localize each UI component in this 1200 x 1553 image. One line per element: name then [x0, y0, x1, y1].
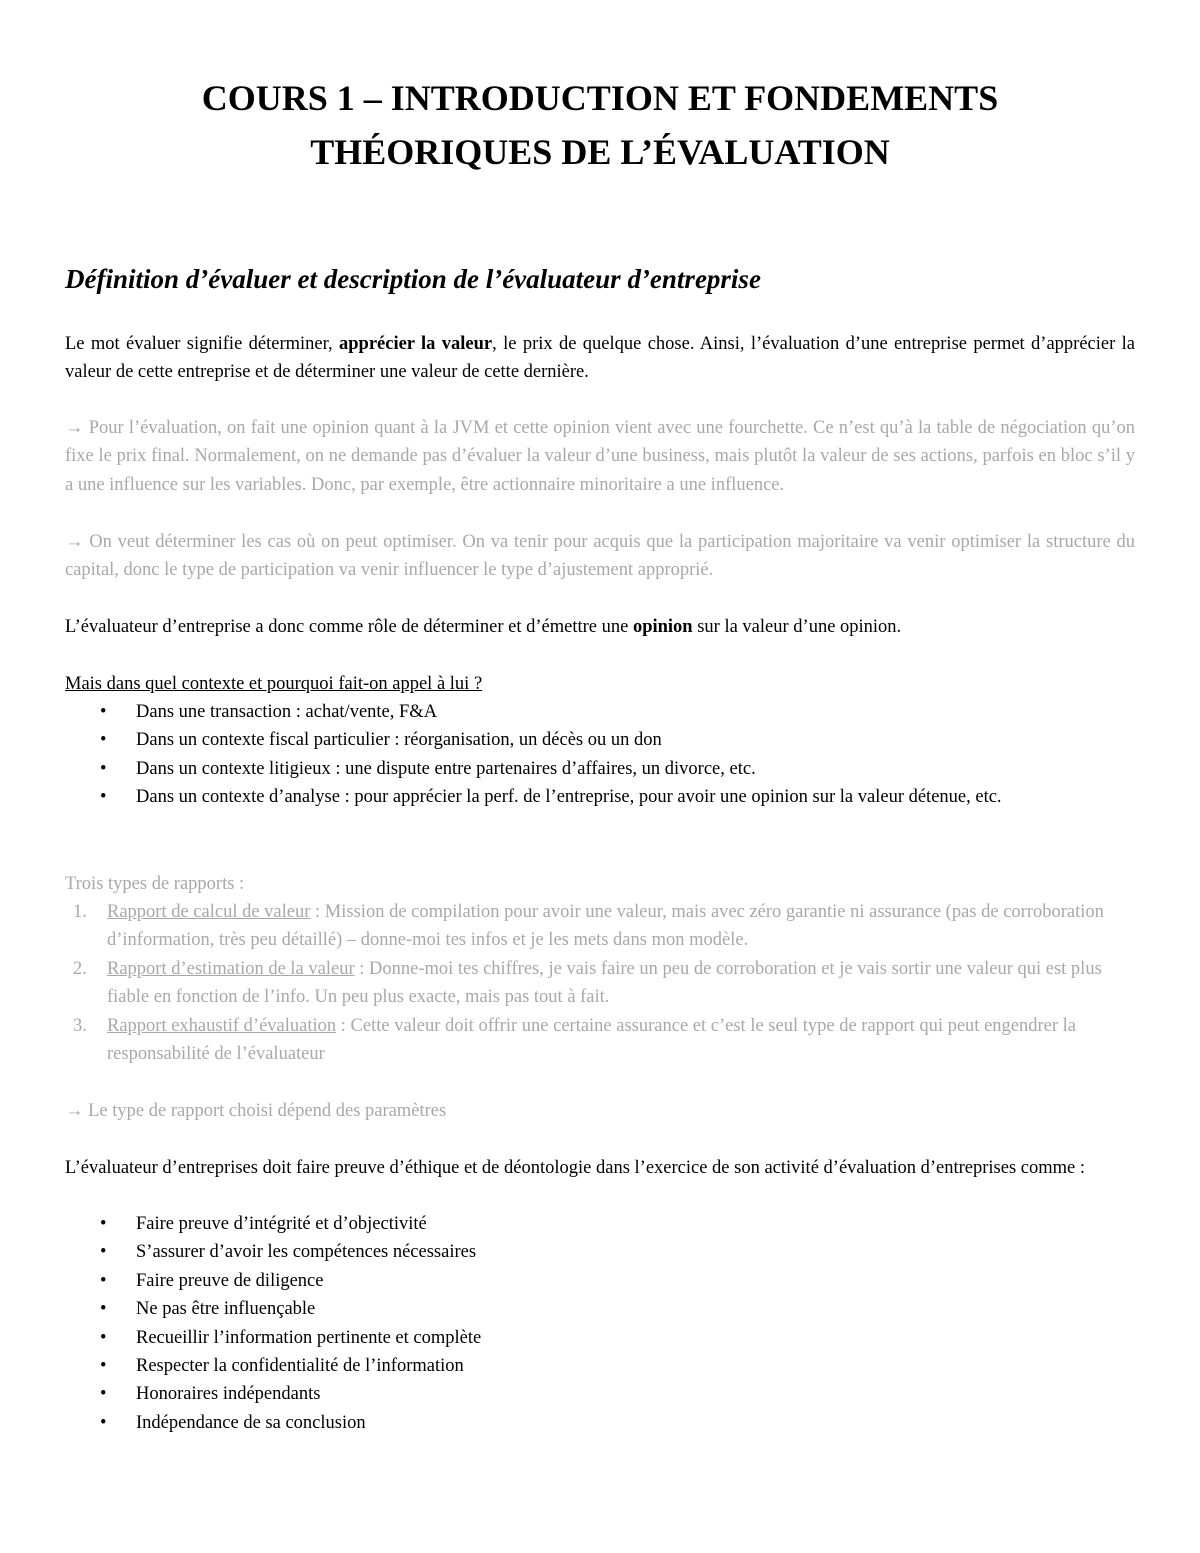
report-description: : Mission de compilation pour avoir une valeur, mais avec zéro garantie ni assurance (pas de corroboration d’information, très peu détaillé) – donne-moi tes infos et je les mets dans mon modèle.: [107, 902, 1104, 951]
report-description: : Donne-moi tes chiffres, je vais faire un peu de corroboration et je vais sortir une valeur qui est plus fiable en fonction de l’info. Un peu plus exacte, mais pas tout à fait.: [107, 958, 1102, 1008]
ethics-list: [65, 1210, 1135, 1437]
intro-paragraph: [65, 330, 1135, 387]
list-item-text: S’assurer d’avoir les compétences nécessaires: [136, 1242, 477, 1263]
report-name: Rapport d’estimation de la valeur: [107, 958, 355, 979]
note-paragraph-2: → On veut déterminer les cas où on peut optimiser. On va tenir pour acquis que la participation majoritaire va venir optimiser la structure du capital, donc le type de participation va venir influencer le type d’ajustement approprié.: [65, 532, 1135, 581]
bullet-icon: •: [100, 1299, 107, 1320]
role-bold-word: opinion: [632, 617, 693, 637]
list-item: [65, 1295, 1135, 1323]
list-item: [65, 1352, 1135, 1380]
report-number: 2.: [73, 958, 87, 979]
report-number: 3.: [73, 1015, 87, 1036]
report-item: [65, 1012, 1135, 1069]
intro-bold-phrase: apprécier la valeur: [339, 334, 493, 354]
list-item-text: Dans un contexte litigieux : une dispute entre partenaires d’affaires, un divorce, etc.: [136, 758, 756, 779]
report-item: [65, 955, 1135, 1012]
list-item: [65, 1324, 1135, 1352]
list-item-text: Dans un contexte fiscal particulier : réorganisation, un décès ou un don: [136, 730, 662, 751]
intro-text-end: , le prix de quelque chose. Ainsi, l’évaluation d’une entreprise permet d’apprécier la valeur de cette entreprise et de déterminer une valeur de cette dernière.: [65, 334, 1135, 383]
bullet-icon: •: [100, 758, 107, 779]
list-item: [65, 1210, 1135, 1238]
bullet-icon: •: [100, 1270, 107, 1291]
intro-text-start: Le mot évaluer signifie déterminer,: [65, 334, 339, 354]
report-item: [65, 898, 1135, 955]
report-name: Rapport exhaustif d’évaluation: [107, 1015, 337, 1036]
bullet-icon: •: [100, 787, 107, 808]
bullet-icon: •: [100, 1384, 107, 1405]
context-list: [65, 698, 1135, 812]
list-item: [65, 1380, 1135, 1408]
reports-list: [65, 898, 1135, 1068]
document-title-line-1: COURS 1 – INTRODUCTION ET FONDEMENTS: [201, 78, 999, 118]
context-question: Mais dans quel contexte et pourquoi fait-on appel à lui ?: [65, 674, 483, 694]
list-item-text: Respecter la confidentialité de l’information: [136, 1356, 464, 1377]
bullet-icon: •: [100, 1356, 107, 1377]
bullet-icon: •: [100, 730, 107, 751]
section-heading: Définition d’évaluer et description de l’évaluateur d’entreprise: [65, 264, 761, 294]
list-item-text: Ne pas être influençable: [136, 1299, 316, 1320]
list-item-text: Faire preuve d’intégrité et d’objectivité: [136, 1214, 427, 1234]
list-item: [65, 1238, 1135, 1266]
bullet-icon: •: [100, 1412, 107, 1433]
report-name: Rapport de calcul de valeur: [107, 902, 311, 922]
role-paragraph: [65, 613, 1135, 641]
reports-intro: Trois types de rapports :: [65, 874, 245, 894]
document-title-line-2: THÉORIQUES DE L’ÉVALUATION: [310, 132, 890, 172]
list-item-text: Recueillir l’information pertinente et complète: [136, 1327, 482, 1348]
list-item-text: Indépendance de sa conclusion: [136, 1412, 366, 1433]
reports-conclusion: → Le type de rapport choisi dépend des paramètres: [65, 1101, 447, 1121]
bullet-icon: •: [100, 1242, 107, 1263]
report-description: : Cette valeur doit offrir une certaine assurance et c’est le seul type de rapport qui peut engendrer la responsabilité de l’évaluateur: [107, 1015, 1077, 1065]
role-text-start: L’évaluateur d’entreprise a donc comme rôle de déterminer et d’émettre une: [65, 617, 633, 637]
role-text-end: sur la valeur d’une opinion.: [692, 617, 902, 637]
bullet-icon: •: [100, 1327, 107, 1348]
list-item: [65, 726, 1135, 754]
report-number: 1.: [73, 902, 87, 922]
ethics-intro: L’évaluateur d’entreprises doit faire preuve d’éthique et de déontologie dans l’exercice de son activité d’évaluation d’entreprises comme :: [65, 1158, 1086, 1178]
list-item: [65, 698, 1135, 726]
list-item-text: Dans un contexte d’analyse : pour apprécier la perf. de l’entreprise, pour avoir une opinion sur la valeur détenue, etc.: [136, 787, 1002, 808]
list-item-text: Faire preuve de diligence: [136, 1270, 324, 1291]
list-item-text: Dans une transaction : achat/vente, F&A: [136, 702, 438, 722]
list-item-text: Honoraires indépendants: [136, 1384, 321, 1405]
list-item: [65, 783, 1135, 811]
bullet-icon: •: [100, 702, 107, 722]
list-item: [65, 1267, 1135, 1295]
bullet-icon: •: [100, 1214, 107, 1234]
list-item: [65, 755, 1135, 783]
list-item: [65, 1409, 1135, 1437]
note-paragraph-1: → Pour l’évaluation, on fait une opinion quant à la JVM et cette opinion vient avec une fourchette. Ce n’est qu’à la table de négociation qu’on fixe le prix final. Normalement, on ne demande pas d’évaluer la valeur d’une business, mais plutôt la valeur de ses actions, parfois en bloc s’il y a une influence sur les variables. Donc, par exemple, être actionnaire minoritaire a une influence.: [65, 418, 1135, 495]
